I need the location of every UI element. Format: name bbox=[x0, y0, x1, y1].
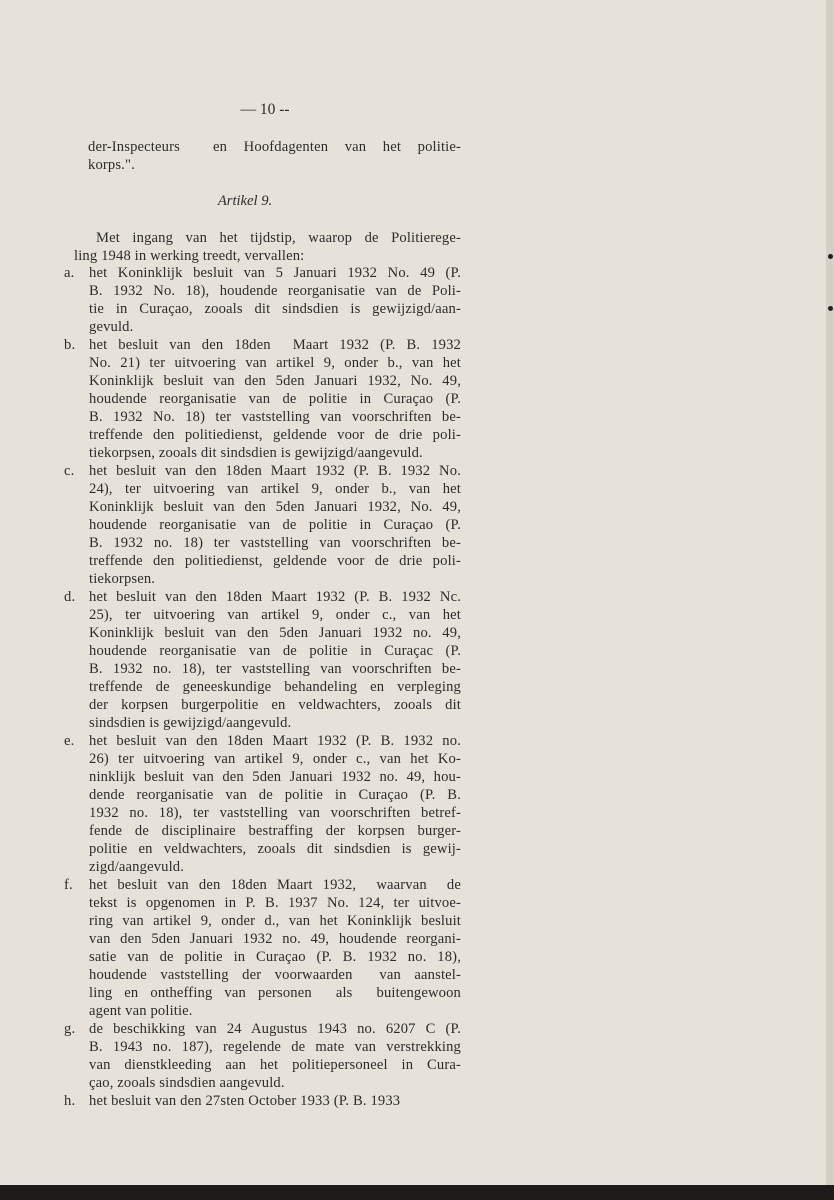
item-letter: c. bbox=[64, 463, 75, 479]
text-line: B. 1932 No. 18) ter vaststelling van voorschriften be- bbox=[89, 409, 461, 425]
text-line: houdende reorganisatie van de politie in Curaçac (P. bbox=[89, 643, 461, 659]
text-line: het besluit van den 18den Maart 1932 (P. B. 1932 bbox=[89, 337, 461, 353]
scan-mark bbox=[828, 254, 833, 259]
text-line: ninklijk besluit van den 5den Januari 1932 no. 49, hou- bbox=[89, 769, 461, 785]
text-line: het besluit van den 18den Maart 1932 (P. B. 1932 no. bbox=[89, 733, 461, 749]
text-line: sindsdien is gewijzigd/aangevuld. bbox=[89, 715, 292, 731]
list-item bbox=[64, 1020, 464, 1092]
text-line: B. 1932 no. 18) ter vaststelling van voorschriften be- bbox=[89, 535, 461, 551]
item-letter: h. bbox=[64, 1093, 76, 1109]
text-line: ring van artikel 9, onder d., van het Koninklijk besluit bbox=[89, 913, 461, 929]
item-letter: e. bbox=[64, 733, 75, 749]
text-line: tie in Curaçao, zooals dit sindsdien is gewijzigd/aan- bbox=[89, 301, 461, 317]
text-line: het besluit van den 27sten October 1933 (P. B. 1933 bbox=[89, 1093, 401, 1109]
text-line: treffende de geneeskundige behandeling en verpleging bbox=[89, 679, 461, 695]
item-text bbox=[89, 1092, 461, 1110]
list-item bbox=[64, 336, 464, 462]
list-item bbox=[64, 588, 464, 732]
article-heading: Artikel 9. bbox=[217, 193, 273, 209]
text-line: de beschikking van 24 Augustus 1943 no. 6207 C (P. bbox=[89, 1021, 461, 1037]
item-text bbox=[89, 588, 461, 732]
text-line: van den 5den Januari 1932 no. 49, houdende reorgani- bbox=[89, 931, 461, 947]
text-line: B. 1932 No. 18), houdende reorganisatie van de Poli- bbox=[89, 283, 461, 299]
text-line: van dienstkleeding aan het politiepersoneel in Cura- bbox=[89, 1057, 461, 1073]
text-line: treffende den politiedienst, geldende voor de drie poli- bbox=[89, 553, 461, 569]
item-text bbox=[89, 336, 461, 462]
item-text bbox=[89, 732, 461, 876]
text-line: zigd/aangevuld. bbox=[89, 859, 185, 875]
text-line: satie van de politie in Curaçao (P. B. 1932 no. 18), bbox=[89, 949, 461, 965]
text-line: 1932 no. 18), ter vaststelling van voorschriften betref- bbox=[89, 805, 461, 821]
item-text bbox=[89, 462, 461, 588]
text-line: het besluit van den 18den Maart 1932 (P. B. 1932 Nc. bbox=[89, 589, 461, 605]
text-line: tiekorpsen. bbox=[89, 571, 156, 587]
text-line: ling 1948 in werking treedt, vervallen: bbox=[74, 248, 305, 264]
intro-paragraph bbox=[74, 229, 461, 265]
text-line: houdende reorganisatie van de politie in Curaçao (P. bbox=[89, 391, 461, 407]
scan-border bbox=[0, 1185, 834, 1200]
text-line: der-Inspecteurs en Hoofdagenten van het politie- bbox=[88, 139, 461, 155]
text-line: No. 21) ter uitvoering van artikel 9, onder b., van het bbox=[89, 355, 461, 371]
item-text bbox=[89, 876, 461, 1020]
text-line: der korpsen burgerpolitie en veldwachters, zooals dit bbox=[89, 697, 461, 713]
page-number: — 10 -- bbox=[240, 101, 290, 118]
text-line: tiekorpsen, zooals dit sindsdien is gewijzigd/aangevuld. bbox=[89, 445, 423, 461]
text-line: çao, zooals sindsdien aangevuld. bbox=[89, 1075, 285, 1091]
continuation-paragraph bbox=[88, 138, 461, 174]
item-letter: d. bbox=[64, 589, 76, 605]
text-line: fende de disciplinaire bestraffing der korpsen burger- bbox=[89, 823, 461, 839]
list-item bbox=[64, 462, 464, 588]
text-line: politie en veldwachters, zooals dit sindsdien is gewij- bbox=[89, 841, 461, 857]
list-item bbox=[64, 732, 464, 876]
text-line: agent van politie. bbox=[89, 1003, 193, 1019]
text-line: houdende reorganisatie van de politie in Curaçao (P. bbox=[89, 517, 461, 533]
scan-mark bbox=[828, 306, 833, 311]
list-item bbox=[64, 1092, 464, 1110]
text-line: gevuld. bbox=[89, 319, 134, 335]
text-line: het besluit van den 18den Maart 1932, waarvan de bbox=[89, 877, 461, 893]
text-line: tekst is opgenomen in P. B. 1937 No. 124, ter uitvoe- bbox=[89, 895, 461, 911]
text-line: treffende den politiedienst, geldende voor de drie poli- bbox=[89, 427, 461, 443]
text-line: Koninklijk besluit van den 5den Januari 1932 no. 49, bbox=[89, 625, 461, 641]
item-letter: a. bbox=[64, 265, 75, 281]
text-line: 26) ter uitvoering van artikel 9, onder c., van het Ko- bbox=[89, 751, 461, 767]
item-letter: g. bbox=[64, 1021, 76, 1037]
repealed-items-list bbox=[64, 264, 464, 1110]
text-line: B. 1932 no. 18), ter vaststelling van voorschriften be- bbox=[89, 661, 461, 677]
text-line: Met ingang van het tijdstip, waarop de Politierege- bbox=[96, 230, 461, 246]
text-line: houdende vaststelling der voorwaarden van aanstel- bbox=[89, 967, 461, 983]
text-line: B. 1943 no. 187), regelende de mate van verstrekking bbox=[89, 1039, 461, 1055]
text-line: dende reorganisatie van de politie in Curaçao (P. B. bbox=[89, 787, 461, 803]
text-line: 25), ter uitvoering van artikel 9, onder c., van het bbox=[89, 607, 461, 623]
list-item bbox=[64, 264, 464, 336]
text-line: Koninklijk besluit van den 5den Januari 1932, No. 49, bbox=[89, 373, 461, 389]
text-line: korps.". bbox=[88, 157, 135, 173]
text-line: het besluit van den 18den Maart 1932 (P. B. 1932 No. bbox=[89, 463, 461, 479]
text-line: het Koninklijk besluit van 5 Januari 1932 No. 49 (P. bbox=[89, 265, 461, 281]
text-line: 24), ter uitvoering van artikel 9, onder b., van het bbox=[89, 481, 461, 497]
item-letter: f. bbox=[64, 877, 73, 893]
item-text bbox=[89, 264, 461, 336]
text-line: Koninklijk besluit van den 5den Januari 1932, No. 49, bbox=[89, 499, 461, 515]
list-item bbox=[64, 876, 464, 1020]
item-letter: b. bbox=[64, 337, 76, 353]
text-line: ling en ontheffing van personen als buitengewoon bbox=[89, 985, 461, 1001]
scan-edge bbox=[826, 0, 834, 1185]
item-text bbox=[89, 1020, 461, 1092]
